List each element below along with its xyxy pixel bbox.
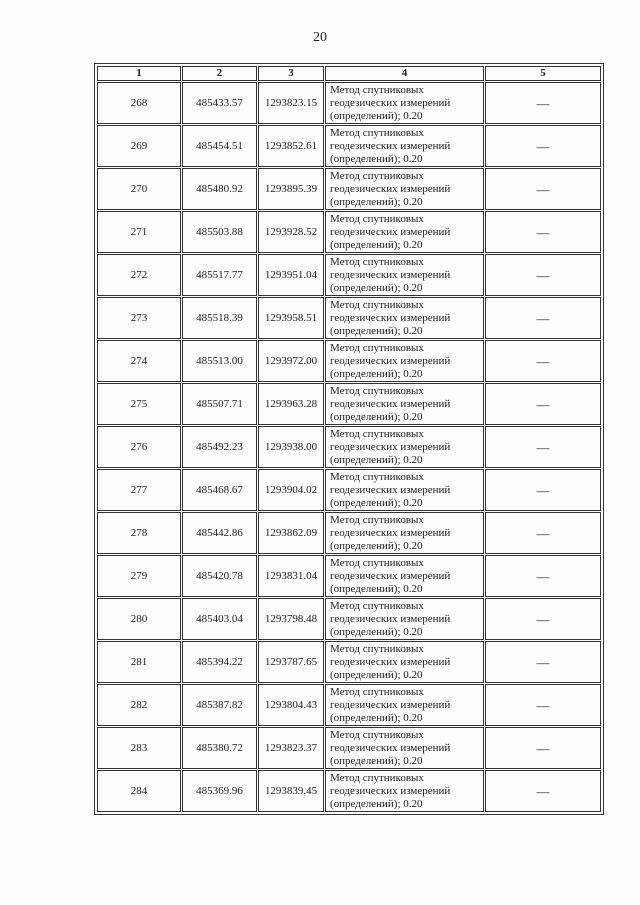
y-coordinate-cell: 1293958.51 (258, 297, 324, 339)
method-line: геодезических измерений (330, 139, 451, 152)
method-cell (325, 684, 484, 726)
method-cell (325, 254, 484, 296)
column-header-2: 2 (182, 66, 257, 81)
method-line: Метод спутниковых (330, 771, 424, 784)
page-number: 20 (313, 30, 327, 45)
method-cell (325, 641, 484, 683)
method-line: Метод спутниковых (330, 470, 424, 483)
y-coordinate-cell: 1293963.28 (258, 383, 324, 425)
y-coordinate-cell: 1293852.61 (258, 125, 324, 167)
table-row (97, 383, 601, 425)
point-number-cell: 284 (97, 770, 181, 812)
method-line: геодезических измерений (330, 440, 451, 453)
method-cell (325, 383, 484, 425)
method-line: Метод спутниковых (330, 642, 424, 655)
method-cell (325, 168, 484, 210)
method-line: Метод спутниковых (330, 513, 424, 526)
x-coordinate-cell: 485454.51 (182, 125, 257, 167)
table-row (97, 340, 601, 382)
note-cell: — (485, 426, 601, 468)
point-number-cell: 276 (97, 426, 181, 468)
note-cell: — (485, 211, 601, 253)
method-cell (325, 469, 484, 511)
coordinates-table-frame (94, 63, 604, 815)
note-cell: — (485, 727, 601, 769)
table-row (97, 727, 601, 769)
method-line: Метод спутниковых (330, 599, 424, 612)
note-cell: — (485, 598, 601, 640)
method-line: геодезических измерений (330, 741, 451, 754)
method-line: (определений); 0.20 (330, 711, 423, 724)
method-line: геодезических измерений (330, 483, 451, 496)
note-cell: — (485, 684, 601, 726)
x-coordinate-cell: 485480.92 (182, 168, 257, 210)
y-coordinate-cell: 1293804.43 (258, 684, 324, 726)
method-cell (325, 125, 484, 167)
note-cell: — (485, 383, 601, 425)
method-cell (325, 598, 484, 640)
method-cell (325, 82, 484, 124)
x-coordinate-cell: 485403.04 (182, 598, 257, 640)
y-coordinate-cell: 1293928.52 (258, 211, 324, 253)
table-row (97, 555, 601, 597)
method-line: геодезических измерений (330, 311, 451, 324)
method-line: Метод спутниковых (330, 556, 424, 569)
method-line: Метод спутниковых (330, 341, 424, 354)
table-row (97, 297, 601, 339)
table-row (97, 125, 601, 167)
x-coordinate-cell: 485442.86 (182, 512, 257, 554)
method-line: Метод спутниковых (330, 212, 424, 225)
method-line: (определений); 0.20 (330, 453, 423, 466)
x-coordinate-cell: 485420.78 (182, 555, 257, 597)
table-row (97, 641, 601, 683)
y-coordinate-cell: 1293831.04 (258, 555, 324, 597)
column-header-5: 5 (485, 66, 601, 81)
y-coordinate-cell: 1293895.39 (258, 168, 324, 210)
x-coordinate-cell: 485507.71 (182, 383, 257, 425)
table-row (97, 512, 601, 554)
method-line: Метод спутниковых (330, 169, 424, 182)
y-coordinate-cell: 1293862.09 (258, 512, 324, 554)
point-number-cell: 270 (97, 168, 181, 210)
note-cell: — (485, 770, 601, 812)
table-row (97, 469, 601, 511)
x-coordinate-cell: 485513.00 (182, 340, 257, 382)
note-cell: — (485, 641, 601, 683)
point-number-cell: 281 (97, 641, 181, 683)
method-line: (определений); 0.20 (330, 109, 423, 122)
method-line: геодезических измерений (330, 698, 451, 711)
column-header-1: 1 (97, 66, 181, 81)
table-row (97, 254, 601, 296)
method-line: Метод спутниковых (330, 255, 424, 268)
note-cell: — (485, 125, 601, 167)
method-line: (определений); 0.20 (330, 281, 423, 294)
column-header-3: 3 (258, 66, 324, 81)
method-cell (325, 512, 484, 554)
y-coordinate-cell: 1293972.00 (258, 340, 324, 382)
method-line: (определений); 0.20 (330, 668, 423, 681)
x-coordinate-cell: 485468.67 (182, 469, 257, 511)
note-cell: — (485, 340, 601, 382)
method-line: (определений); 0.20 (330, 797, 423, 810)
method-line: геодезических измерений (330, 182, 451, 195)
y-coordinate-cell: 1293938.00 (258, 426, 324, 468)
y-coordinate-cell: 1293787.65 (258, 641, 324, 683)
note-cell: — (485, 555, 601, 597)
method-line: Метод спутниковых (330, 685, 424, 698)
method-line: геодезических измерений (330, 784, 451, 797)
method-cell (325, 211, 484, 253)
point-number-cell: 273 (97, 297, 181, 339)
x-coordinate-cell: 485369.96 (182, 770, 257, 812)
x-coordinate-cell: 485380.72 (182, 727, 257, 769)
method-line: (определений); 0.20 (330, 496, 423, 509)
x-coordinate-cell: 485517.77 (182, 254, 257, 296)
x-coordinate-cell: 485503.88 (182, 211, 257, 253)
y-coordinate-cell: 1293798.48 (258, 598, 324, 640)
method-line: геодезических измерений (330, 655, 451, 668)
x-coordinate-cell: 485387.82 (182, 684, 257, 726)
method-line: (определений); 0.20 (330, 367, 423, 380)
y-coordinate-cell: 1293839.45 (258, 770, 324, 812)
method-cell (325, 426, 484, 468)
method-line: геодезических измерений (330, 526, 451, 539)
table-row (97, 168, 601, 210)
table-row (97, 211, 601, 253)
point-number-cell: 280 (97, 598, 181, 640)
method-line: (определений); 0.20 (330, 410, 423, 423)
column-header-4: 4 (325, 66, 484, 81)
y-coordinate-cell: 1293904.02 (258, 469, 324, 511)
method-line: (определений); 0.20 (330, 238, 423, 251)
point-number-cell: 283 (97, 727, 181, 769)
method-line: (определений); 0.20 (330, 625, 423, 638)
method-line: Метод спутниковых (330, 427, 424, 440)
note-cell: — (485, 469, 601, 511)
table-row (97, 770, 601, 812)
method-line: Метод спутниковых (330, 728, 424, 741)
method-line: Метод спутниковых (330, 126, 424, 139)
method-line: Метод спутниковых (330, 384, 424, 397)
y-coordinate-cell: 1293823.37 (258, 727, 324, 769)
method-line: Метод спутниковых (330, 83, 424, 96)
x-coordinate-cell: 485433.57 (182, 82, 257, 124)
method-line: геодезических измерений (330, 569, 451, 582)
method-cell (325, 727, 484, 769)
note-cell: — (485, 168, 601, 210)
method-line: (определений); 0.20 (330, 195, 423, 208)
method-line: геодезических измерений (330, 225, 451, 238)
method-line: геодезических измерений (330, 397, 451, 410)
point-number-cell: 269 (97, 125, 181, 167)
method-cell (325, 297, 484, 339)
header-row (97, 66, 601, 81)
method-line: (определений); 0.20 (330, 754, 423, 767)
point-number-cell: 278 (97, 512, 181, 554)
table-row (97, 684, 601, 726)
point-number-cell: 282 (97, 684, 181, 726)
point-number-cell: 274 (97, 340, 181, 382)
table-body (97, 82, 601, 812)
method-line: (определений); 0.20 (330, 582, 423, 595)
coordinates-table (96, 65, 602, 813)
method-line: (определений); 0.20 (330, 324, 423, 337)
method-line: Метод спутниковых (330, 298, 424, 311)
point-number-cell: 279 (97, 555, 181, 597)
note-cell: — (485, 82, 601, 124)
point-number-cell: 271 (97, 211, 181, 253)
point-number-cell: 272 (97, 254, 181, 296)
method-cell (325, 770, 484, 812)
method-line: геодезических измерений (330, 268, 451, 281)
method-cell (325, 340, 484, 382)
note-cell: — (485, 297, 601, 339)
table-row (97, 82, 601, 124)
method-line: геодезических измерений (330, 612, 451, 625)
method-cell (325, 555, 484, 597)
method-line: (определений); 0.20 (330, 152, 423, 165)
note-cell: — (485, 512, 601, 554)
x-coordinate-cell: 485394.22 (182, 641, 257, 683)
method-line: геодезических измерений (330, 354, 451, 367)
method-line: геодезических измерений (330, 96, 451, 109)
x-coordinate-cell: 485518.39 (182, 297, 257, 339)
method-line: (определений); 0.20 (330, 539, 423, 552)
point-number-cell: 277 (97, 469, 181, 511)
y-coordinate-cell: 1293823.15 (258, 82, 324, 124)
x-coordinate-cell: 485492.23 (182, 426, 257, 468)
y-coordinate-cell: 1293951.04 (258, 254, 324, 296)
table-row (97, 598, 601, 640)
table-row (97, 426, 601, 468)
point-number-cell: 275 (97, 383, 181, 425)
note-cell: — (485, 254, 601, 296)
point-number-cell: 268 (97, 82, 181, 124)
